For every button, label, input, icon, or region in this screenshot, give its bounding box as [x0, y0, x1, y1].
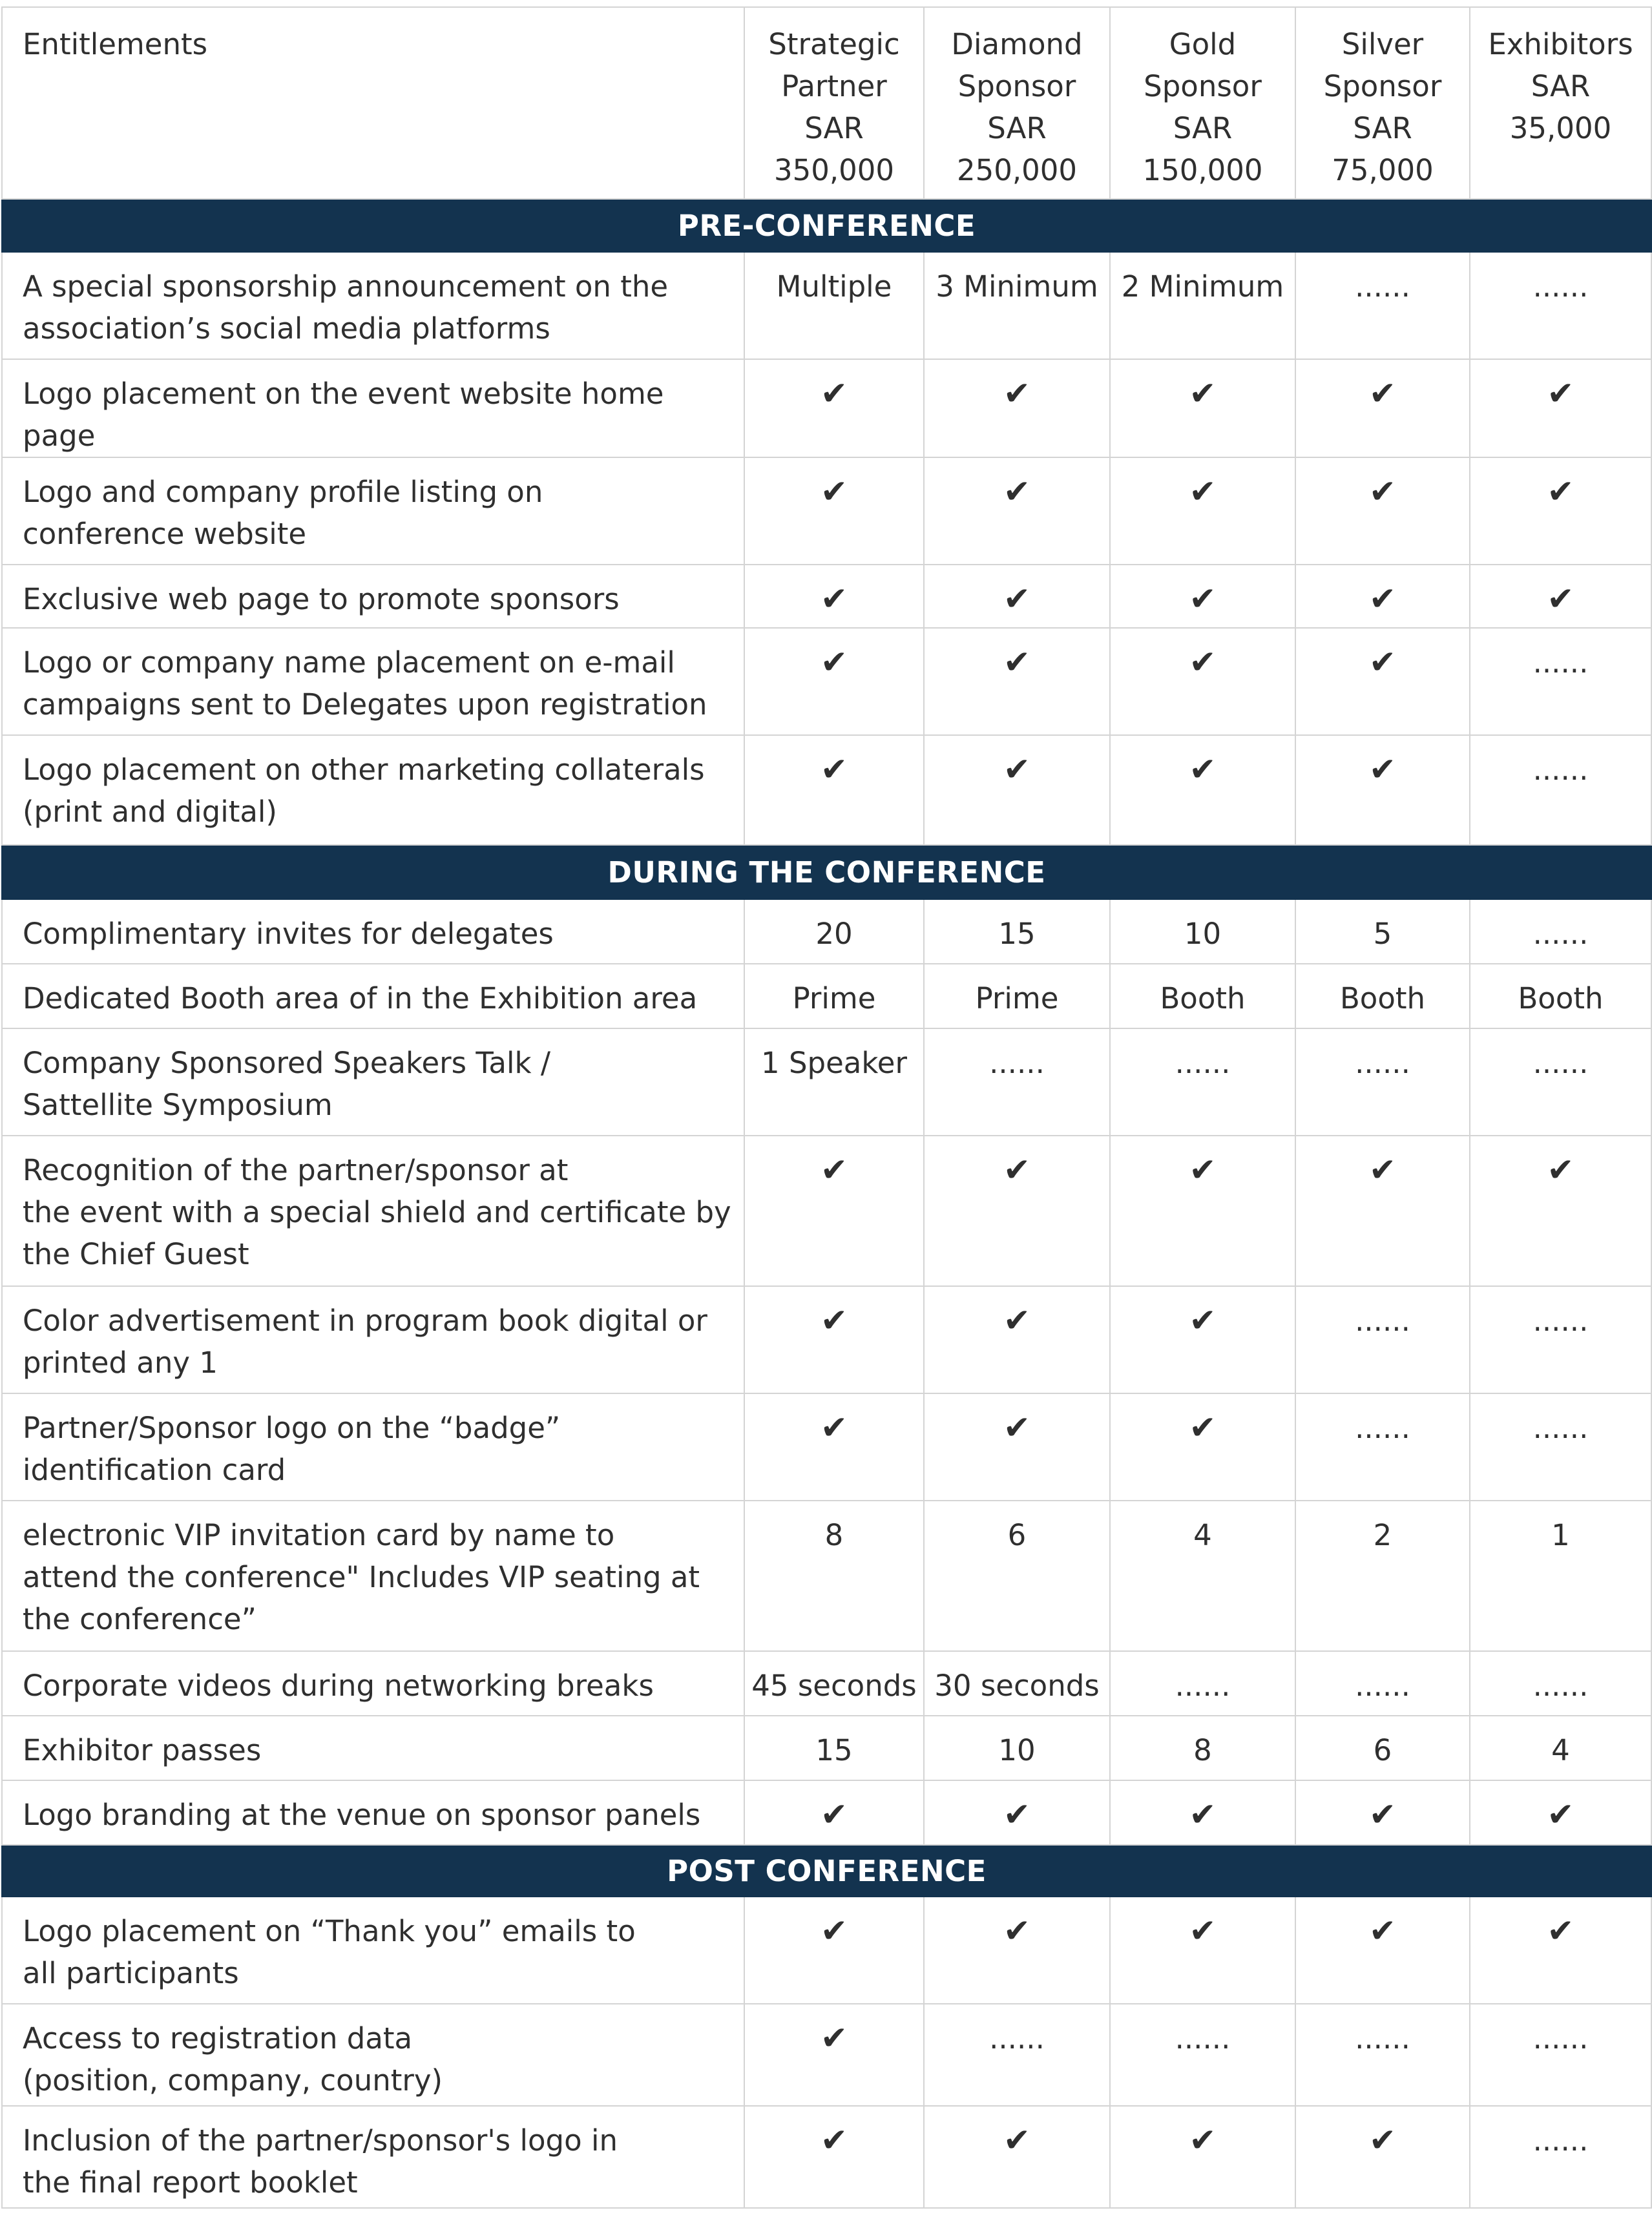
- check-icon: ✔: [1189, 1912, 1217, 1950]
- check-icon: ✔: [1369, 1796, 1396, 1833]
- header-exhibitors: [1470, 7, 1651, 199]
- table-row: [2, 628, 1651, 735]
- tier-value-cell: [1110, 1716, 1295, 1780]
- table-row: [2, 1136, 1651, 1286]
- tier-value-cell: [1110, 2004, 1295, 2106]
- tier-value: 3 Minimum: [936, 269, 1098, 304]
- not-included-dots: ......: [1532, 1304, 1589, 1338]
- tier-value-cell: [1295, 1780, 1470, 1845]
- not-included-dots: ......: [1532, 1669, 1589, 1703]
- tier-value-cell: [1110, 1028, 1295, 1136]
- tier-value-cell: [1110, 457, 1295, 565]
- entitlement-label-line: Inclusion of the partner/sponsor's logo in: [23, 2123, 618, 2158]
- entitlement-label-line: Logo placement on the event website home page: [23, 377, 664, 453]
- tier-value: 2 Minimum: [1121, 269, 1284, 304]
- tier-value-cell: [1110, 628, 1295, 735]
- not-included-dots: ......: [1532, 645, 1589, 680]
- section-title: PRE-CONFERENCE: [2, 199, 1651, 252]
- tier-value-cell: [924, 1651, 1110, 1716]
- tier-value-cell: [1295, 1028, 1470, 1136]
- header-line: Strategic: [768, 27, 900, 61]
- tier-value-cell: [924, 1286, 1110, 1393]
- check-icon: ✔: [1369, 375, 1396, 412]
- tier-value: 15: [998, 917, 1036, 951]
- entitlement-cell: [2, 2106, 744, 2208]
- tier-value-cell: [1470, 1028, 1651, 1136]
- tier-value-cell: [1470, 1897, 1651, 2004]
- tier-value-cell: [744, 1897, 924, 2004]
- header-strategic-partner: [744, 7, 924, 199]
- table-row: [2, 2004, 1651, 2106]
- tier-value-cell: [1295, 2106, 1470, 2208]
- tier-value: Multiple: [776, 269, 892, 304]
- tier-value: 15: [815, 1733, 853, 1767]
- tier-value: 8: [824, 1518, 844, 1552]
- check-icon: ✔: [821, 643, 848, 681]
- entitlement-label-line: Logo and company profile listing on: [23, 475, 543, 509]
- entitlement-cell: [2, 628, 744, 735]
- tier-value-cell: [924, 1028, 1110, 1136]
- entitlement-cell: [2, 1286, 744, 1393]
- not-included-dots: ......: [1355, 1411, 1410, 1445]
- check-icon: ✔: [1547, 375, 1574, 412]
- tier-value: 1: [1551, 1518, 1570, 1552]
- tier-value-cell: [1295, 359, 1470, 457]
- tier-value: 2: [1373, 1518, 1392, 1552]
- entitlement-cell: [2, 899, 744, 964]
- tier-value: Booth: [1518, 981, 1604, 1015]
- check-icon: ✔: [1189, 1409, 1217, 1446]
- not-included-dots: ......: [1175, 2021, 1231, 2056]
- tier-value-cell: [1295, 565, 1470, 628]
- tier-value-cell: [744, 628, 924, 735]
- check-icon: ✔: [1189, 643, 1217, 681]
- tier-value-cell: [1295, 2004, 1470, 2106]
- check-icon: ✔: [1547, 1796, 1574, 1833]
- tier-value-cell: [1295, 252, 1470, 359]
- entitlement-label-line: printed any 1: [23, 1346, 218, 1380]
- entitlement-cell: [2, 252, 744, 359]
- header-line: Sponsor: [1144, 69, 1262, 103]
- tier-value-cell: [744, 1286, 924, 1393]
- header-line: 150,000: [1142, 153, 1263, 187]
- entitlement-label-line: Company Sponsored Speakers Talk /: [23, 1046, 551, 1080]
- check-icon: ✔: [821, 2019, 848, 2057]
- tier-value-cell: [924, 628, 1110, 735]
- check-icon: ✔: [1547, 473, 1574, 510]
- check-icon: ✔: [1003, 1302, 1030, 1339]
- tier-value: 6: [1373, 1733, 1392, 1767]
- tier-value-cell: [1470, 1780, 1651, 1845]
- tier-value-cell: [1110, 964, 1295, 1028]
- tier-value-cell: [1470, 1651, 1651, 1716]
- table-row: [2, 457, 1651, 565]
- tier-value-cell: [1470, 252, 1651, 359]
- tier-value-cell: [744, 735, 924, 845]
- section-header-row: [2, 1845, 1651, 1897]
- check-icon: ✔: [1369, 1912, 1396, 1950]
- tier-value-cell: [1110, 1780, 1295, 1845]
- entitlement-label-line: Dedicated Booth area of in the Exhibition area: [23, 981, 698, 1015]
- entitlement-cell: [2, 457, 744, 565]
- header-line: 250,000: [956, 153, 1078, 187]
- entitlement-cell: [2, 964, 744, 1028]
- tier-value: 8: [1193, 1733, 1212, 1767]
- entitlement-label-line: Logo placement on “Thank you” emails to: [23, 1914, 636, 1948]
- tier-value: 20: [815, 917, 853, 951]
- not-included-dots: ......: [1532, 753, 1589, 787]
- entitlement-cell: [2, 2004, 744, 2106]
- check-icon: ✔: [1003, 1912, 1030, 1950]
- tier-value-cell: [1470, 1136, 1651, 1286]
- tier-value-cell: [1295, 899, 1470, 964]
- tier-value-cell: [1470, 964, 1651, 1028]
- table-row: [2, 1651, 1651, 1716]
- tier-value-cell: [744, 964, 924, 1028]
- entitlement-cell: [2, 359, 744, 457]
- tier-value-cell: [924, 359, 1110, 457]
- check-icon: ✔: [1189, 2121, 1217, 2159]
- entitlement-label-line: attend the conference" Includes VIP seating at: [23, 1560, 700, 1594]
- check-icon: ✔: [1369, 580, 1396, 618]
- header-line: Sponsor: [957, 69, 1076, 103]
- entitlement-cell: [2, 1501, 744, 1651]
- table-body: [2, 199, 1651, 2208]
- table-row: [2, 1501, 1651, 1651]
- tier-value-cell: [1295, 1136, 1470, 1286]
- entitlement-cell: [2, 1897, 744, 2004]
- tier-value-cell: [744, 1651, 924, 1716]
- table-row: [2, 1028, 1651, 1136]
- tier-value-cell: [1470, 2106, 1651, 2208]
- tier-value-cell: [924, 1897, 1110, 2004]
- entitlement-label-line: (position, company, country): [23, 2063, 443, 2097]
- tier-value-cell: [744, 457, 924, 565]
- tier-value-cell: [744, 2106, 924, 2208]
- tier-value-cell: [1110, 735, 1295, 845]
- tier-value-cell: [1295, 628, 1470, 735]
- tier-value-cell: [924, 252, 1110, 359]
- not-included-dots: ......: [1355, 2021, 1410, 2056]
- tier-value-cell: [924, 2004, 1110, 2106]
- table-row: [2, 964, 1651, 1028]
- check-icon: ✔: [1369, 473, 1396, 510]
- entitlement-cell: [2, 1136, 744, 1286]
- entitlement-cell: [2, 1780, 744, 1845]
- tier-value-cell: [1110, 1651, 1295, 1716]
- entitlement-label-line: the Chief Guest: [23, 1237, 249, 1271]
- header-line: Silver: [1341, 27, 1424, 61]
- table-row: [2, 735, 1651, 845]
- tier-value-cell: [1295, 735, 1470, 845]
- not-included-dots: ......: [1355, 1304, 1410, 1338]
- tier-value-cell: [744, 1716, 924, 1780]
- tier-value-cell: [744, 1501, 924, 1651]
- not-included-dots: ......: [1355, 1046, 1410, 1080]
- header-gold-sponsor: [1110, 7, 1295, 199]
- check-icon: ✔: [1547, 1151, 1574, 1189]
- tier-value-cell: [1110, 1393, 1295, 1501]
- tier-value-cell: [1110, 1286, 1295, 1393]
- tier-value-cell: [924, 1393, 1110, 1501]
- tier-value: Prime: [792, 981, 876, 1015]
- tier-value-cell: [744, 1780, 924, 1845]
- not-included-dots: ......: [1175, 1669, 1231, 1703]
- check-icon: ✔: [1003, 375, 1030, 412]
- table-row: [2, 1393, 1651, 1501]
- entitlement-label-line: Exhibitor passes: [23, 1733, 262, 1767]
- table-row: [2, 1780, 1651, 1845]
- tier-value-cell: [1470, 1393, 1651, 1501]
- check-icon: ✔: [821, 2121, 848, 2159]
- tier-value: Booth: [1339, 981, 1426, 1015]
- section-header-row: [2, 845, 1651, 899]
- tier-value: Prime: [975, 981, 1059, 1015]
- check-icon: ✔: [821, 1796, 848, 1833]
- entitlement-label-line: electronic VIP invitation card by name to: [23, 1518, 615, 1552]
- check-icon: ✔: [821, 580, 848, 618]
- check-icon: ✔: [1003, 1409, 1030, 1446]
- tier-value-cell: [1470, 565, 1651, 628]
- check-icon: ✔: [821, 1409, 848, 1446]
- check-icon: ✔: [1189, 1796, 1217, 1833]
- tier-value: 30 seconds: [934, 1669, 1100, 1703]
- tier-value-cell: [1110, 1897, 1295, 2004]
- tier-value-cell: [1470, 1286, 1651, 1393]
- table-row: [2, 565, 1651, 628]
- tier-value-cell: [1295, 1393, 1470, 1501]
- tier-value-cell: [1110, 359, 1295, 457]
- tier-value-cell: [924, 1716, 1110, 1780]
- check-icon: ✔: [1189, 1302, 1217, 1339]
- not-included-dots: ......: [1175, 1046, 1231, 1080]
- entitlement-label-line: Logo placement on other marketing collaterals: [23, 753, 705, 787]
- header-line: SAR: [1353, 111, 1412, 145]
- check-icon: ✔: [821, 473, 848, 510]
- entitlement-label-line: Logo branding at the venue on sponsor panels: [23, 1798, 701, 1832]
- not-included-dots: ......: [1532, 2123, 1589, 2158]
- entitlements-table: [1, 6, 1652, 2209]
- header-silver-sponsor: [1295, 7, 1470, 199]
- check-icon: ✔: [1189, 375, 1217, 412]
- tier-value-cell: [1295, 1501, 1470, 1651]
- not-included-dots: ......: [1532, 269, 1589, 304]
- check-icon: ✔: [821, 1151, 848, 1189]
- tier-value-cell: [744, 2004, 924, 2106]
- entitlement-label-line: Partner/Sponsor logo on the “badge”: [23, 1411, 561, 1445]
- tier-value-cell: [1110, 2106, 1295, 2208]
- entitlement-label-line: conference website: [23, 517, 307, 551]
- tier-value-cell: [1295, 1651, 1470, 1716]
- tier-value-cell: [1295, 1897, 1470, 2004]
- tier-value: 5: [1373, 917, 1392, 951]
- check-icon: ✔: [1547, 580, 1574, 618]
- tier-value-cell: [1470, 735, 1651, 845]
- entitlement-label-line: A special sponsorship announcement on the: [23, 269, 669, 304]
- check-icon: ✔: [821, 1302, 848, 1339]
- tier-value-cell: [924, 964, 1110, 1028]
- header-entitlements: [2, 7, 744, 199]
- tier-value-cell: [744, 899, 924, 964]
- entitlement-label-line: the conference”: [23, 1602, 256, 1636]
- check-icon: ✔: [821, 375, 848, 412]
- tier-value-cell: [924, 565, 1110, 628]
- header-line: Gold: [1169, 27, 1237, 61]
- check-icon: ✔: [1189, 751, 1217, 788]
- tier-value-cell: [1470, 899, 1651, 964]
- tier-value-cell: [744, 252, 924, 359]
- entitlement-cell: [2, 1393, 744, 1501]
- table-row: [2, 899, 1651, 964]
- header-line: 350,000: [773, 153, 895, 187]
- table-row: [2, 359, 1651, 457]
- tier-value-cell: [924, 899, 1110, 964]
- tier-value-cell: [1110, 1136, 1295, 1286]
- not-included-dots: ......: [1532, 917, 1589, 951]
- tier-value-cell: [924, 1136, 1110, 1286]
- tier-value: 4: [1551, 1733, 1570, 1767]
- entitlement-label-line: the final report booklet: [23, 2165, 358, 2200]
- tier-value-cell: [924, 1501, 1110, 1651]
- tier-value: 45 seconds: [751, 1669, 917, 1703]
- not-included-dots: ......: [1532, 1046, 1589, 1080]
- table-row: [2, 1897, 1651, 2004]
- tier-value-cell: [1110, 899, 1295, 964]
- entitlement-label-line: all participants: [23, 1956, 239, 1990]
- not-included-dots: ......: [989, 1046, 1045, 1080]
- tier-value-cell: [924, 1780, 1110, 1845]
- tier-value-cell: [1110, 252, 1295, 359]
- tier-value: 6: [1007, 1518, 1027, 1552]
- tier-value-cell: [1470, 359, 1651, 457]
- check-icon: ✔: [1369, 1151, 1396, 1189]
- check-icon: ✔: [1003, 473, 1030, 510]
- tier-value-cell: [924, 735, 1110, 845]
- tier-value-cell: [744, 565, 924, 628]
- table-row: [2, 1286, 1651, 1393]
- table-row: [2, 1716, 1651, 1780]
- entitlement-label-line: Recognition of the partner/sponsor at: [23, 1153, 569, 1187]
- entitlement-label-line: Exclusive web page to promote sponsors: [23, 582, 620, 616]
- entitlement-cell: [2, 565, 744, 628]
- entitlement-cell: [2, 1716, 744, 1780]
- entitlement-label-line: Access to registration data: [23, 2021, 413, 2056]
- tier-value: 1 Speaker: [761, 1046, 907, 1080]
- header-line: 35,000: [1509, 111, 1612, 145]
- check-icon: ✔: [1189, 1151, 1217, 1189]
- header-line: Diamond: [951, 27, 1083, 61]
- entitlement-label-line: Logo or company name placement on e-mail: [23, 645, 675, 680]
- check-icon: ✔: [1369, 643, 1396, 681]
- header-line: SAR: [1173, 111, 1233, 145]
- check-icon: ✔: [1189, 473, 1217, 510]
- check-icon: ✔: [1003, 751, 1030, 788]
- entitlement-cell: [2, 1651, 744, 1716]
- tier-value-cell: [1470, 1501, 1651, 1651]
- tier-value-cell: [1470, 457, 1651, 565]
- tier-value-cell: [1295, 457, 1470, 565]
- not-included-dots: ......: [989, 2021, 1045, 2056]
- tier-value-cell: [1470, 628, 1651, 735]
- header-line: Exhibitors: [1488, 27, 1633, 61]
- table-row: [2, 2106, 1651, 2208]
- entitlement-label-line: campaigns sent to Delegates upon registration: [23, 687, 707, 722]
- entitlement-label-line: Color advertisement in program book digital or: [23, 1304, 707, 1338]
- entitlement-label-line: the event with a special shield and certificate by: [23, 1195, 731, 1229]
- entitlement-cell: [2, 1028, 744, 1136]
- tier-value-cell: [1295, 1716, 1470, 1780]
- check-icon: ✔: [821, 751, 848, 788]
- header-diamond-sponsor: [924, 7, 1110, 199]
- entitlement-label-line: identification card: [23, 1453, 286, 1487]
- tier-value-cell: [1295, 964, 1470, 1028]
- entitlement-label-line: (print and digital): [23, 795, 277, 829]
- entitlement-label-line: Sattellite Symposium: [23, 1088, 333, 1122]
- header-line: SAR: [1531, 69, 1591, 103]
- tier-value: 4: [1193, 1518, 1212, 1552]
- check-icon: ✔: [1547, 1912, 1574, 1950]
- tier-value-cell: [1110, 1501, 1295, 1651]
- tier-value-cell: [1295, 1286, 1470, 1393]
- tier-value: 10: [1184, 917, 1222, 951]
- table-row: [2, 252, 1651, 359]
- section-header-row: [2, 199, 1651, 252]
- section-title: POST CONFERENCE: [2, 1845, 1651, 1897]
- section-title: DURING THE CONFERENCE: [2, 845, 1651, 899]
- tier-value-cell: [924, 457, 1110, 565]
- tier-value-cell: [744, 1136, 924, 1286]
- check-icon: ✔: [1003, 580, 1030, 618]
- entitlement-label-line: Corporate videos during networking breaks: [23, 1669, 654, 1703]
- entitlement-label-line: Complimentary invites for delegates: [23, 917, 554, 951]
- tier-value-cell: [1110, 565, 1295, 628]
- entitlement-label-line: association’s social media platforms: [23, 311, 550, 346]
- header-row: [2, 7, 1651, 199]
- check-icon: ✔: [1003, 1151, 1030, 1189]
- tier-value-cell: [744, 1028, 924, 1136]
- entitlement-cell: [2, 735, 744, 845]
- tier-value-cell: [744, 1393, 924, 1501]
- check-icon: ✔: [1003, 1796, 1030, 1833]
- check-icon: ✔: [1369, 751, 1396, 788]
- header-line: SAR: [804, 111, 864, 145]
- check-icon: ✔: [1189, 580, 1217, 618]
- tier-value-cell: [744, 359, 924, 457]
- not-included-dots: ......: [1355, 1669, 1410, 1703]
- check-icon: ✔: [1369, 2121, 1396, 2159]
- check-icon: ✔: [1003, 2121, 1030, 2159]
- check-icon: ✔: [821, 1912, 848, 1950]
- header-line: 75,000: [1332, 153, 1434, 187]
- check-icon: ✔: [1003, 643, 1030, 681]
- tier-value: Booth: [1160, 981, 1246, 1015]
- not-included-dots: ......: [1532, 2021, 1589, 2056]
- tier-value: 10: [998, 1733, 1036, 1767]
- header-line: Sponsor: [1323, 69, 1442, 103]
- header-line: SAR: [987, 111, 1047, 145]
- tier-value-cell: [1470, 1716, 1651, 1780]
- not-included-dots: ......: [1532, 1411, 1589, 1445]
- header-entitlements-label: Entitlements: [23, 27, 208, 61]
- tier-value-cell: [924, 2106, 1110, 2208]
- header-line: Partner: [781, 69, 887, 103]
- not-included-dots: ......: [1355, 269, 1410, 304]
- tier-value-cell: [1470, 2004, 1651, 2106]
